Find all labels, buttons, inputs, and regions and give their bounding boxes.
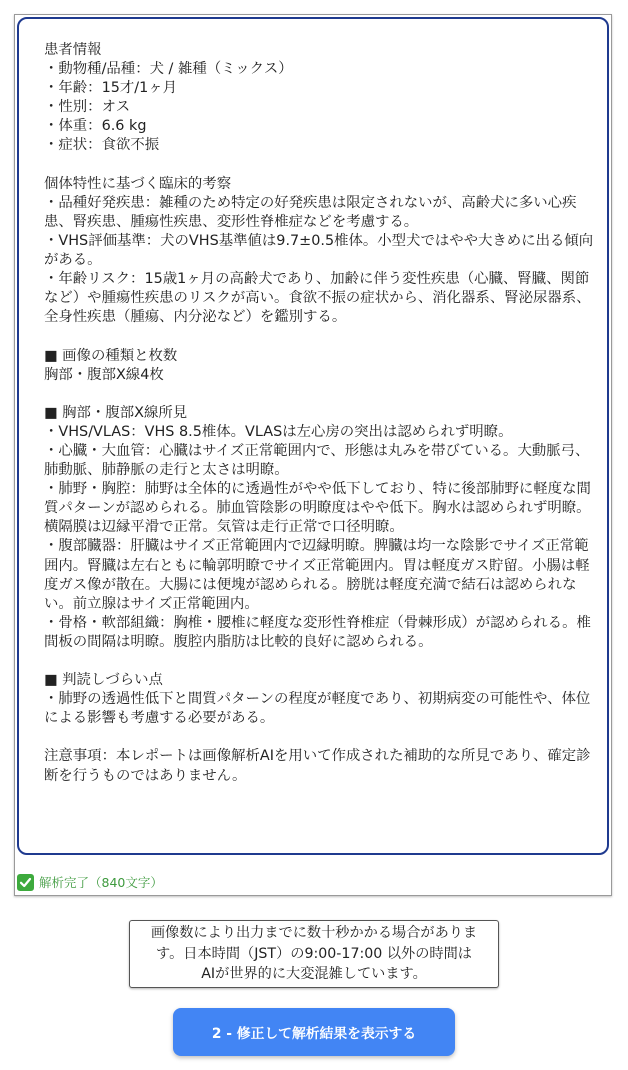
report-line: 個体特性に基づく臨床的考察	[44, 175, 232, 192]
report-line: ■ 画像の種類と枚数	[44, 347, 178, 364]
status-text: 解析完了（840文字）	[39, 875, 163, 890]
analysis-result-panel	[14, 14, 612, 896]
report-line: ・年齢：15才/1ヶ月	[44, 80, 178, 97]
status-line	[17, 873, 163, 891]
report-line: ・性別：オス	[44, 99, 131, 116]
notice-line-3: AIが世界的に大変混雑しています。	[201, 966, 427, 982]
report-line: 注意事項：本レポートは画像解析AIを用いて作成された補助的な所見であり、確定診断を行うものではありません。	[44, 748, 591, 784]
report-text	[44, 41, 594, 786]
check-icon	[17, 874, 34, 891]
report-line: ・症状：食欲不振	[44, 137, 160, 154]
report-line: ・動物種/品種：犬 / 雑種（ミックス）	[44, 61, 293, 78]
report-blank-line	[44, 327, 594, 346]
report-blank-line	[44, 728, 594, 747]
report-line: ・体重：6.6 kg	[44, 118, 147, 135]
notice-line-2: す。日本時間（JST）の9:00-17:00 以外の時間は	[156, 945, 472, 962]
report-line: ・年齢リスク：15歳1ヶ月の高齢犬であり、加齢に伴う変性疾患（心臓、腎臓、関節など）や腫瘍性疾患のリスクが高い。食欲不振の症状から、消化器系、腎泌尿器系、全身性疾患（腫瘍、内分泌など）を鑑別する。	[44, 271, 591, 326]
report-line: ・VHS/VLAS：VHS 8.5椎体。VLASは左心房の突出は認められず明瞭。	[44, 423, 513, 440]
report-line: ■ 胸部・腹部X線所見	[44, 404, 188, 421]
wait-time-notice	[129, 920, 499, 988]
report-blank-line	[44, 652, 594, 671]
report-line: ・心臓・大血管：心臓はサイズ正常範囲内で、形態は丸みを帯びている。大動脈弓、肺動脈、肺静脈の走行と太さは明瞭。	[44, 442, 590, 479]
report-line: ・品種好発疾患：雑種のため特定の好発疾患は限定されないが、高齢犬に多い心疾患、腎疾患、腫瘍性疾患、変形性脊椎症などを考慮する。	[44, 194, 577, 230]
report-line: ・VHS評価基準：犬のVHS基準値は9.7±0.5椎体。小型犬ではやや大きめに出る傾向がある。	[44, 232, 594, 269]
notice-line-1: 画像数により出力までに数十秒かかる場合がありま	[150, 925, 478, 941]
report-line: 患者情報	[44, 42, 102, 58]
report-line: ・骨格・軟部組織：胸椎・腰椎に軽度な変形性脊椎症（骨棘形成）が認められる。椎間板の間隔は明瞭。腹腔内脂肪は比較的良好に認められる。	[44, 614, 591, 650]
report-line: ・肺野・胸腔：肺野は全体的に透過性がやや低下しており、特に後部肺野に軽度な間質パターンが認められる。肺血管陰影の明瞭度はやや低下。胸水は認められず明瞭。横隔膜は辺縁平滑で正常。気管は走行正常で口径明瞭。	[44, 481, 591, 536]
report-blank-line	[44, 385, 594, 404]
report-line: ■ 判読しづらい点	[44, 672, 163, 689]
show-revised-result-button[interactable]: 2 - 修正して解析結果を表示する	[173, 1008, 455, 1056]
report-blank-line	[44, 156, 594, 175]
report-line: ・腹部臓器：肝臓はサイズ正常範囲内で辺縁明瞭。脾臓は均一な陰影でサイズ正常範囲内。腎臓は左右ともに輪郭明瞭でサイズ正常範囲内。胃は軽度ガス貯留。小腸は軽度ガス像が散在。大腸には便塊が認められる。膀胱は軽度充満で結石は認められない。前立腺はサイズ正常範囲内。	[44, 538, 590, 612]
report-line: ・肺野の透過性低下と間質パターンの程度が軽度であり、初期病変の可能性や、体位による影響も考慮する必要がある。	[44, 691, 591, 727]
report-line: 胸部・腹部X線4枚	[44, 366, 164, 383]
report-textbox[interactable]	[17, 17, 609, 855]
